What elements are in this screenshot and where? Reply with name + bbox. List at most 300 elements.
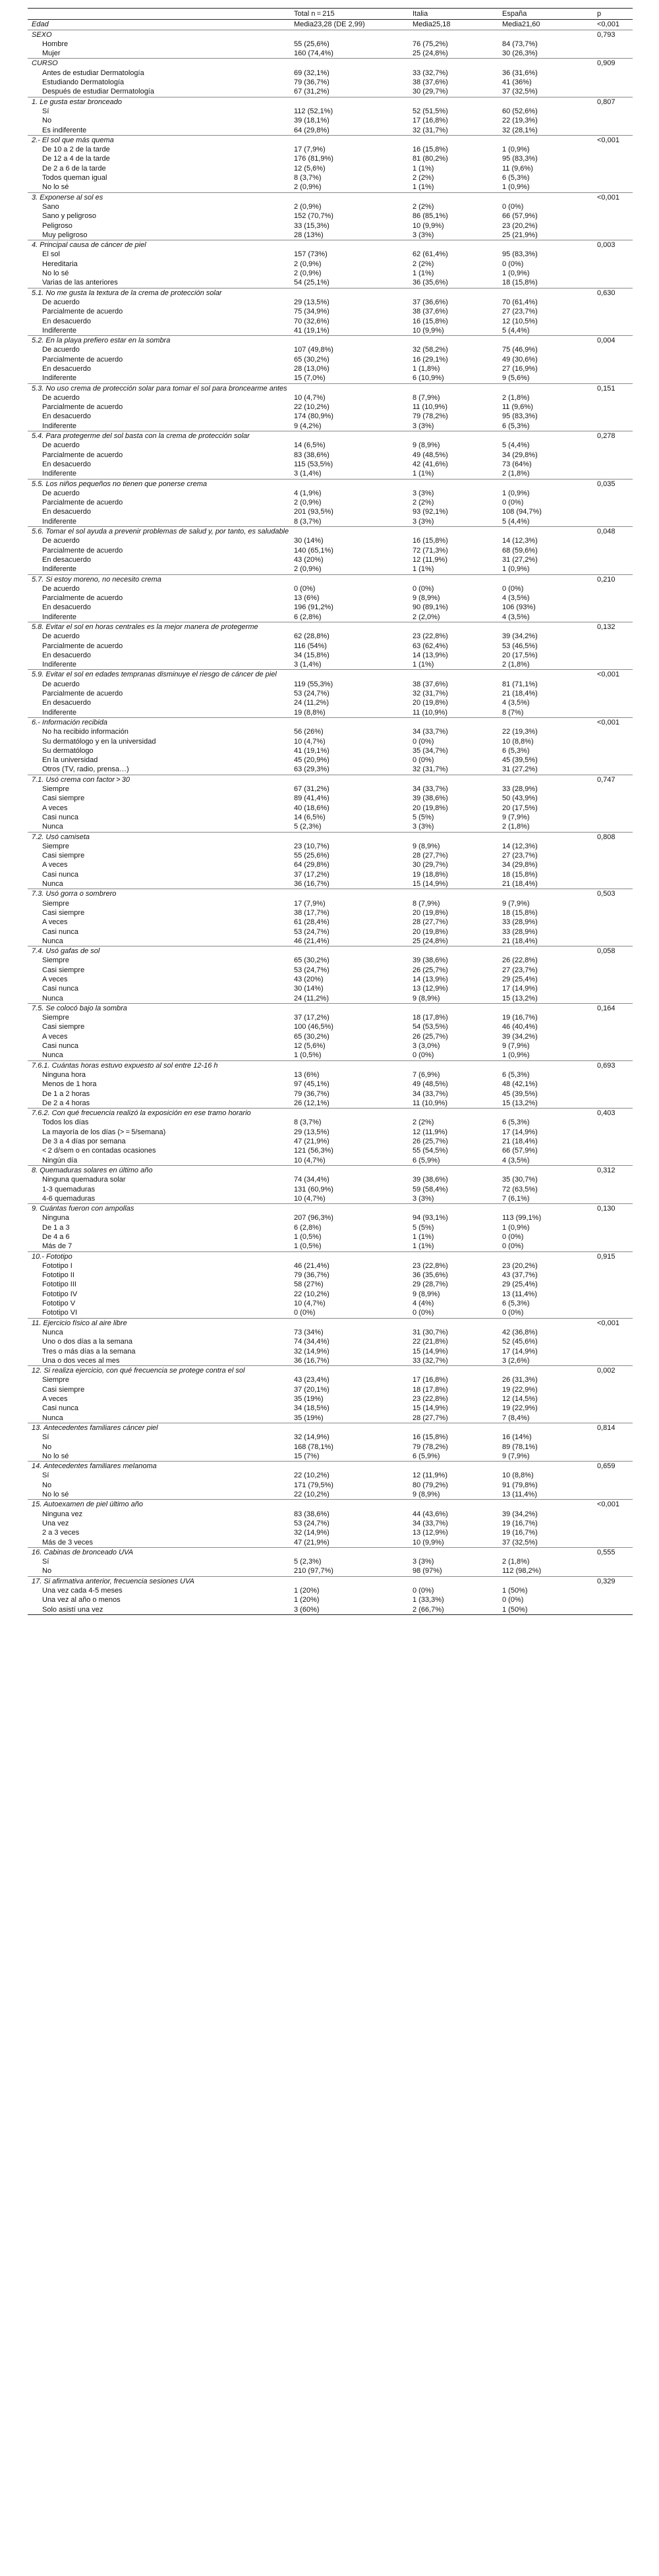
total-cell: 5 (2,3%)	[294, 1558, 322, 1566]
espana-cell: 0 (0%)	[502, 260, 524, 268]
total-cell: 3 (1,4%)	[294, 470, 322, 478]
row-label: Fototipo II	[42, 1271, 74, 1280]
table-row	[28, 231, 633, 240]
section-row	[28, 383, 633, 393]
p-value-cell: 0,659	[593, 1462, 633, 1471]
espana-cell: 6 (5,3%)	[502, 1070, 530, 1079]
italia-cell: 25 (24,8%)	[413, 937, 448, 945]
row-label: Nunca	[42, 994, 63, 1002]
table-row	[28, 202, 633, 211]
p-value-cell: <0,001	[593, 670, 633, 680]
p-value-cell	[593, 269, 633, 278]
p-value-cell	[593, 927, 633, 937]
table-row	[28, 1080, 633, 1089]
italia-cell: 1 (1%)	[413, 1242, 434, 1251]
italia-cell: 54 (53,5%)	[413, 1023, 448, 1031]
italia-cell: 98 (97%)	[413, 1567, 442, 1576]
row-label: De 1 a 2 horas	[42, 1089, 90, 1098]
espana-cell	[498, 383, 593, 393]
table-row	[28, 1375, 633, 1384]
p-value-cell	[593, 680, 633, 689]
p-value-cell	[593, 1080, 633, 1089]
total-cell: 74 (34,4%)	[294, 1176, 330, 1184]
total-cell: 6 (2,8%)	[294, 1223, 322, 1232]
espana-cell: 5 (4,4%)	[502, 326, 530, 335]
total-cell: 58 (27%)	[294, 1280, 324, 1289]
italia-cell	[409, 1547, 498, 1557]
row-label: No	[42, 117, 52, 125]
italia-cell: 3 (3,0%)	[413, 1042, 440, 1051]
p-value-cell	[593, 1538, 633, 1548]
total-cell: 22 (10,2%)	[294, 403, 330, 412]
survey-results-table	[28, 8, 633, 1615]
espana-cell: 91 (79,8%)	[502, 1481, 538, 1489]
p-value-cell	[593, 956, 633, 965]
total-cell: 64 (29,8%)	[294, 861, 330, 869]
row-label: A veces	[42, 861, 68, 869]
row-label: Todos los días	[42, 1118, 89, 1127]
total-cell: 43 (20%)	[294, 555, 324, 564]
espana-cell: 1 (0,9%)	[502, 1223, 530, 1232]
p-value-cell	[593, 1185, 633, 1194]
p-value-cell	[593, 1481, 633, 1490]
section-row	[28, 30, 633, 40]
row-label: En desacuerdo	[42, 651, 91, 659]
espana-cell: 2 (1,8%)	[502, 470, 530, 478]
total-cell: 36 (16,7%)	[294, 880, 330, 889]
section-row	[28, 574, 633, 584]
espana-cell: 1 (0,9%)	[502, 269, 530, 278]
p-value-cell	[593, 116, 633, 125]
total-cell: 28 (13,0%)	[294, 364, 330, 373]
p-value-cell	[593, 1433, 633, 1442]
italia-cell: 23 (22,8%)	[413, 632, 448, 641]
total-cell: 30 (14%)	[294, 985, 324, 993]
row-label: De acuerdo	[42, 489, 80, 497]
italia-cell: 12 (11,9%)	[413, 555, 447, 564]
p-value-cell	[593, 1299, 633, 1308]
row-label: De acuerdo	[42, 680, 80, 688]
row-label: De 1 a 3	[42, 1223, 70, 1232]
section-row	[28, 1318, 633, 1328]
row-label: 5.3. No uso crema de protección solar para tomar el sol para broncearme antes	[28, 383, 290, 393]
total-cell: 34 (15,8%)	[294, 651, 330, 659]
italia-cell: 1 (1%)	[413, 183, 434, 192]
row-label: No	[42, 1481, 52, 1489]
italia-cell: 6 (5,9%)	[413, 1156, 440, 1165]
italia-cell: 0 (0%)	[413, 737, 434, 746]
total-cell	[290, 59, 409, 69]
row-label: Fototipo IV	[42, 1290, 78, 1298]
row-label: 15. Autoexamen de piel último año	[28, 1500, 290, 1510]
table-row	[28, 660, 633, 670]
section-row	[28, 775, 633, 784]
total-cell: 174 (80,9%)	[294, 412, 333, 421]
italia-cell: 33 (32,7%)	[413, 69, 448, 77]
row-label: Ningún día	[42, 1156, 78, 1165]
espana-cell: 89 (78,1%)	[502, 1442, 538, 1451]
p-value-cell	[593, 260, 633, 269]
table-row	[28, 642, 633, 651]
italia-cell	[409, 1003, 498, 1013]
total-cell: 53 (24,7%)	[294, 966, 330, 974]
row-label: Nunca	[42, 937, 63, 945]
espana-cell	[498, 622, 593, 632]
italia-cell: 16 (29,1%)	[413, 355, 448, 364]
section-row	[28, 889, 633, 899]
table-row	[28, 546, 633, 555]
p-value-cell	[593, 1280, 633, 1289]
p-value-cell	[593, 1137, 633, 1146]
espana-cell: 23 (20,2%)	[502, 1261, 538, 1270]
espana-cell	[498, 240, 593, 250]
total-cell: 63 (29,3%)	[294, 765, 330, 774]
row-label: De acuerdo	[42, 632, 80, 641]
total-cell: 1 (20%)	[294, 1596, 320, 1604]
espana-cell: 29 (25,4%)	[502, 1280, 538, 1289]
p-value-cell	[593, 1337, 633, 1346]
row-label: Una vez cada 4-5 meses	[42, 1586, 123, 1595]
total-cell: 22 (10,2%)	[294, 1290, 330, 1298]
italia-cell: 35 (34,7%)	[413, 746, 448, 755]
italia-cell: 81 (80,2%)	[413, 155, 448, 163]
row-label: De acuerdo	[42, 584, 80, 593]
italia-cell	[409, 1251, 498, 1261]
p-value-cell: <0,001	[593, 135, 633, 145]
table-row	[28, 765, 633, 775]
row-label: De 2 a 4 horas	[42, 1099, 90, 1107]
row-label: 12. Si realiza ejercicio, con qué frecuencia se protege contra el sol	[28, 1366, 290, 1376]
total-cell: 32 (14,9%)	[294, 1347, 330, 1356]
table-row	[28, 260, 633, 269]
total-cell: 112 (52,1%)	[294, 107, 333, 115]
espana-cell: 22 (19,3%)	[502, 117, 538, 125]
italia-cell: 16 (15,8%)	[413, 146, 448, 154]
row-label: Una o dos veces al mes	[42, 1356, 120, 1365]
espana-cell: 9 (5,6%)	[502, 374, 530, 383]
section-row	[28, 1165, 633, 1175]
espana-cell: 18 (15,8%)	[502, 279, 538, 287]
total-cell: 46 (21,4%)	[294, 1261, 330, 1270]
row-label: 7.4. Usó gafas de sol	[28, 946, 290, 956]
espana-cell: 6 (5,3%)	[502, 1118, 530, 1127]
italia-cell: 79 (78,2%)	[413, 1442, 448, 1451]
p-value-cell	[593, 1442, 633, 1452]
total-cell: 2 (0,9%)	[294, 202, 322, 211]
row-label: Indiferente	[42, 613, 76, 621]
p-value-cell: 0,814	[593, 1423, 633, 1433]
espana-cell: 21 (18,4%)	[502, 937, 538, 945]
p-value-cell	[593, 1013, 633, 1022]
table-row	[28, 298, 633, 307]
header-variable	[28, 9, 290, 20]
espana-cell: 11 (9,6%)	[502, 164, 533, 173]
italia-cell	[409, 1060, 498, 1070]
espana-cell	[498, 336, 593, 346]
italia-cell: 36 (35,6%)	[413, 1271, 448, 1280]
row-label: No lo sé	[42, 1452, 69, 1460]
p-value-cell: <0,001	[593, 192, 633, 202]
p-value-cell	[593, 918, 633, 927]
espana-cell: 29 (25,4%)	[502, 975, 538, 983]
table-row	[28, 555, 633, 564]
total-cell: 152 (70,7%)	[294, 212, 333, 221]
row-label: No lo sé	[42, 183, 69, 192]
total-cell	[290, 1547, 409, 1557]
espana-cell: 21 (18,4%)	[502, 690, 538, 698]
espana-cell	[498, 479, 593, 489]
total-cell: 79 (36,7%)	[294, 1089, 330, 1098]
p-value-cell	[593, 1519, 633, 1528]
row-label: Parcialmente de acuerdo	[42, 594, 123, 603]
table-row	[28, 154, 633, 163]
italia-cell: 26 (25,7%)	[413, 1137, 448, 1146]
italia-cell: 93 (92,1%)	[413, 508, 448, 516]
espana-cell: 81 (71,1%)	[502, 680, 538, 688]
espana-cell: 49 (30,6%)	[502, 355, 538, 364]
italia-cell: 55 (54,5%)	[413, 1147, 448, 1155]
italia-cell: 0 (0%)	[413, 1051, 434, 1060]
p-value-cell	[593, 651, 633, 660]
italia-cell: 16 (15,8%)	[413, 1433, 448, 1442]
espana-cell: 68 (59,6%)	[502, 546, 538, 555]
p-value-cell: 0,503	[593, 889, 633, 899]
p-value-cell	[593, 603, 633, 612]
row-label: A veces	[42, 1395, 68, 1404]
italia-cell: 19 (18,8%)	[413, 870, 448, 879]
total-cell	[290, 240, 409, 250]
italia-cell: 32 (58,2%)	[413, 346, 448, 354]
section-row	[28, 1500, 633, 1510]
italia-cell: 11 (10,9%)	[413, 708, 447, 717]
espana-cell: 33 (28,9%)	[502, 918, 538, 927]
espana-cell: 1 (0,9%)	[502, 1051, 530, 1060]
table-row	[28, 1032, 633, 1041]
row-label: 5.5. Los niños pequeños no tienen que ponerse crema	[28, 479, 290, 489]
espana-cell: 18 (15,8%)	[502, 870, 538, 879]
section-row	[28, 1060, 633, 1070]
p-value-cell: 0,693	[593, 1060, 633, 1070]
espana-cell: 8 (7%)	[502, 708, 524, 717]
p-value-cell	[593, 126, 633, 136]
total-cell	[290, 946, 409, 956]
section-row	[28, 97, 633, 107]
p-value-cell: 0,151	[593, 383, 633, 393]
italia-cell	[409, 431, 498, 441]
italia-cell	[409, 946, 498, 956]
total-cell: 37 (17,2%)	[294, 870, 330, 879]
table-row	[28, 1328, 633, 1337]
row-label: Casi nunca	[42, 1042, 79, 1051]
section-row	[28, 1251, 633, 1261]
row-label: 4-6 quemaduras	[42, 1194, 96, 1203]
row-label: De 10 a 2 de la tarde	[42, 146, 110, 154]
p-value-cell	[593, 507, 633, 516]
row-label: 1-3 quemaduras	[42, 1185, 96, 1193]
p-value-cell: 0,210	[593, 574, 633, 584]
table-row	[28, 507, 633, 516]
espana-cell: 39 (34,2%)	[502, 632, 538, 641]
total-cell: 55 (25,6%)	[294, 40, 330, 48]
italia-cell: 10 (9,9%)	[413, 326, 444, 335]
table-row	[28, 584, 633, 593]
total-cell: 54 (25,1%)	[294, 279, 330, 287]
row-label: Más de 7	[42, 1242, 72, 1251]
italia-cell: 25 (24,8%)	[413, 49, 448, 58]
italia-cell: 26 (25,7%)	[413, 1032, 448, 1041]
espana-cell: 20 (17,5%)	[502, 651, 538, 659]
p-value-cell	[593, 469, 633, 479]
row-label: En desacuerdo	[42, 317, 91, 325]
italia-cell: 1 (1%)	[413, 565, 434, 574]
row-label: La mayoría de los días (> = 5/semana)	[42, 1128, 166, 1136]
p-value-cell	[593, 984, 633, 993]
row-label: Casi nunca	[42, 870, 79, 879]
p-value-cell	[593, 1510, 633, 1519]
table-row	[28, 966, 633, 975]
p-value-cell	[593, 1452, 633, 1462]
table-row	[28, 49, 633, 59]
total-cell: 46 (21,4%)	[294, 937, 330, 945]
total-cell: 121 (56,3%)	[294, 1147, 333, 1155]
row-label: 8. Quemaduras solares en último año	[28, 1165, 290, 1175]
italia-cell: 9 (8,9%)	[413, 1491, 440, 1499]
p-value-cell	[593, 1290, 633, 1299]
header-italia: Italia	[409, 9, 498, 20]
total-cell	[290, 1165, 409, 1175]
table-row	[28, 737, 633, 746]
espana-cell: 14 (12,3%)	[502, 842, 538, 850]
total-cell: 53 (24,7%)	[294, 690, 330, 698]
table-row	[28, 1128, 633, 1137]
italia-cell: 79 (78,2%)	[413, 412, 448, 421]
italia-cell: 32 (31,7%)	[413, 126, 448, 134]
p-value-cell: 0,630	[593, 288, 633, 298]
p-value-cell	[593, 813, 633, 822]
italia-cell	[409, 775, 498, 784]
italia-cell: 7 (6,9%)	[413, 1070, 440, 1079]
total-cell: 3 (1,4%)	[294, 661, 322, 669]
row-label: Indiferente	[42, 661, 76, 669]
italia-cell: 38 (37,6%)	[413, 308, 448, 316]
italia-cell: 63 (62,4%)	[413, 642, 448, 650]
row-label: En desacuerdo	[42, 412, 91, 421]
italia-cell	[409, 240, 498, 250]
total-cell	[290, 1204, 409, 1214]
italia-cell: 20 (19,8%)	[413, 927, 448, 936]
total-cell	[290, 336, 409, 346]
table-row	[28, 603, 633, 612]
row-label: Sí	[42, 107, 49, 115]
total-cell: 97 (45,1%)	[294, 1080, 330, 1089]
table-row	[28, 1595, 633, 1604]
total-cell: 47 (21,9%)	[294, 1538, 330, 1547]
total-cell: 17 (7,9%)	[294, 899, 326, 908]
espana-cell: 12 (10,5%)	[502, 317, 538, 325]
row-label: 7.6.2. Con qué frecuencia realizó la exposición en ese tramo horario	[28, 1109, 290, 1118]
row-label: Su dermatólogo y en la universidad	[42, 737, 156, 746]
row-label: 2 a 3 veces	[42, 1529, 80, 1537]
espana-cell: 43 (37,7%)	[502, 1271, 538, 1280]
total-cell: 1 (0,5%)	[294, 1051, 322, 1060]
espana-cell	[498, 670, 593, 680]
table-row	[28, 1557, 633, 1566]
header-total: Total n = 215	[290, 9, 409, 20]
italia-cell	[409, 59, 498, 69]
espana-cell: 19 (16,7%)	[502, 1529, 538, 1537]
espana-cell: 9 (7,9%)	[502, 1452, 530, 1460]
table-row	[28, 899, 633, 908]
italia-cell: 1 (1%)	[413, 164, 434, 173]
p-value-cell: 0,312	[593, 1165, 633, 1175]
italia-cell: 31 (30,7%)	[413, 1328, 448, 1336]
row-label: Casi siempre	[42, 794, 85, 803]
italia-cell: 12 (11,9%)	[413, 1128, 447, 1136]
italia-cell: 2 (2%)	[413, 174, 434, 182]
total-cell: 74 (34,4%)	[294, 1338, 330, 1346]
espana-cell: 113 (99,1%)	[502, 1214, 542, 1222]
italia-cell: 49 (48,5%)	[413, 1080, 448, 1089]
total-cell: 83 (38,6%)	[294, 451, 330, 459]
italia-cell: 37 (36,6%)	[413, 298, 448, 306]
italia-cell: 4 (4%)	[413, 1300, 434, 1308]
italia-cell: 2 (2%)	[413, 499, 434, 507]
p-value-cell	[593, 1586, 633, 1595]
section-row	[28, 1423, 633, 1433]
p-value-cell	[593, 498, 633, 507]
row-label: Sí	[42, 1471, 49, 1480]
table-row	[28, 746, 633, 755]
italia-cell: 3 (3%)	[413, 422, 434, 430]
espana-cell: 22 (19,3%)	[502, 728, 538, 736]
italia-cell: 13 (12,9%)	[413, 1529, 448, 1537]
total-cell: 24 (11,2%)	[294, 994, 329, 1002]
total-cell	[290, 832, 409, 842]
p-value-cell	[593, 441, 633, 450]
table-row	[28, 860, 633, 869]
table-row	[28, 1299, 633, 1308]
espana-cell: 19 (16,7%)	[502, 1519, 538, 1527]
p-value-cell	[593, 546, 633, 555]
table-row	[28, 307, 633, 316]
italia-cell	[409, 97, 498, 107]
section-row	[28, 1576, 633, 1586]
table-row	[28, 1022, 633, 1031]
total-cell: 12 (5,6%)	[294, 164, 326, 173]
p-value-cell	[593, 355, 633, 364]
italia-cell: 52 (51,5%)	[413, 107, 448, 115]
row-label: Casi nunca	[42, 985, 79, 993]
espana-cell: 52 (45,6%)	[502, 1338, 538, 1346]
espana-cell	[498, 431, 593, 441]
row-label: Siempre	[42, 899, 69, 908]
row-label: Es indiferente	[42, 126, 87, 134]
espana-cell: 0 (0%)	[502, 1242, 524, 1251]
section-row	[28, 135, 633, 145]
italia-cell	[409, 1204, 498, 1214]
espana-cell: 17 (14,9%)	[502, 985, 538, 993]
espana-cell: 108 (94,7%)	[502, 508, 542, 516]
italia-cell: 3 (3%)	[413, 231, 434, 239]
row-label: Fototipo I	[42, 1261, 72, 1270]
total-cell: 100 (46,5%)	[294, 1023, 333, 1031]
espana-cell	[498, 1251, 593, 1261]
table-row	[28, 1223, 633, 1232]
p-value-cell	[593, 994, 633, 1004]
espana-cell: 34 (29,8%)	[502, 861, 538, 869]
row-label: 5.2. En la playa prefiero estar en la sombra	[28, 336, 290, 346]
section-row	[28, 527, 633, 537]
